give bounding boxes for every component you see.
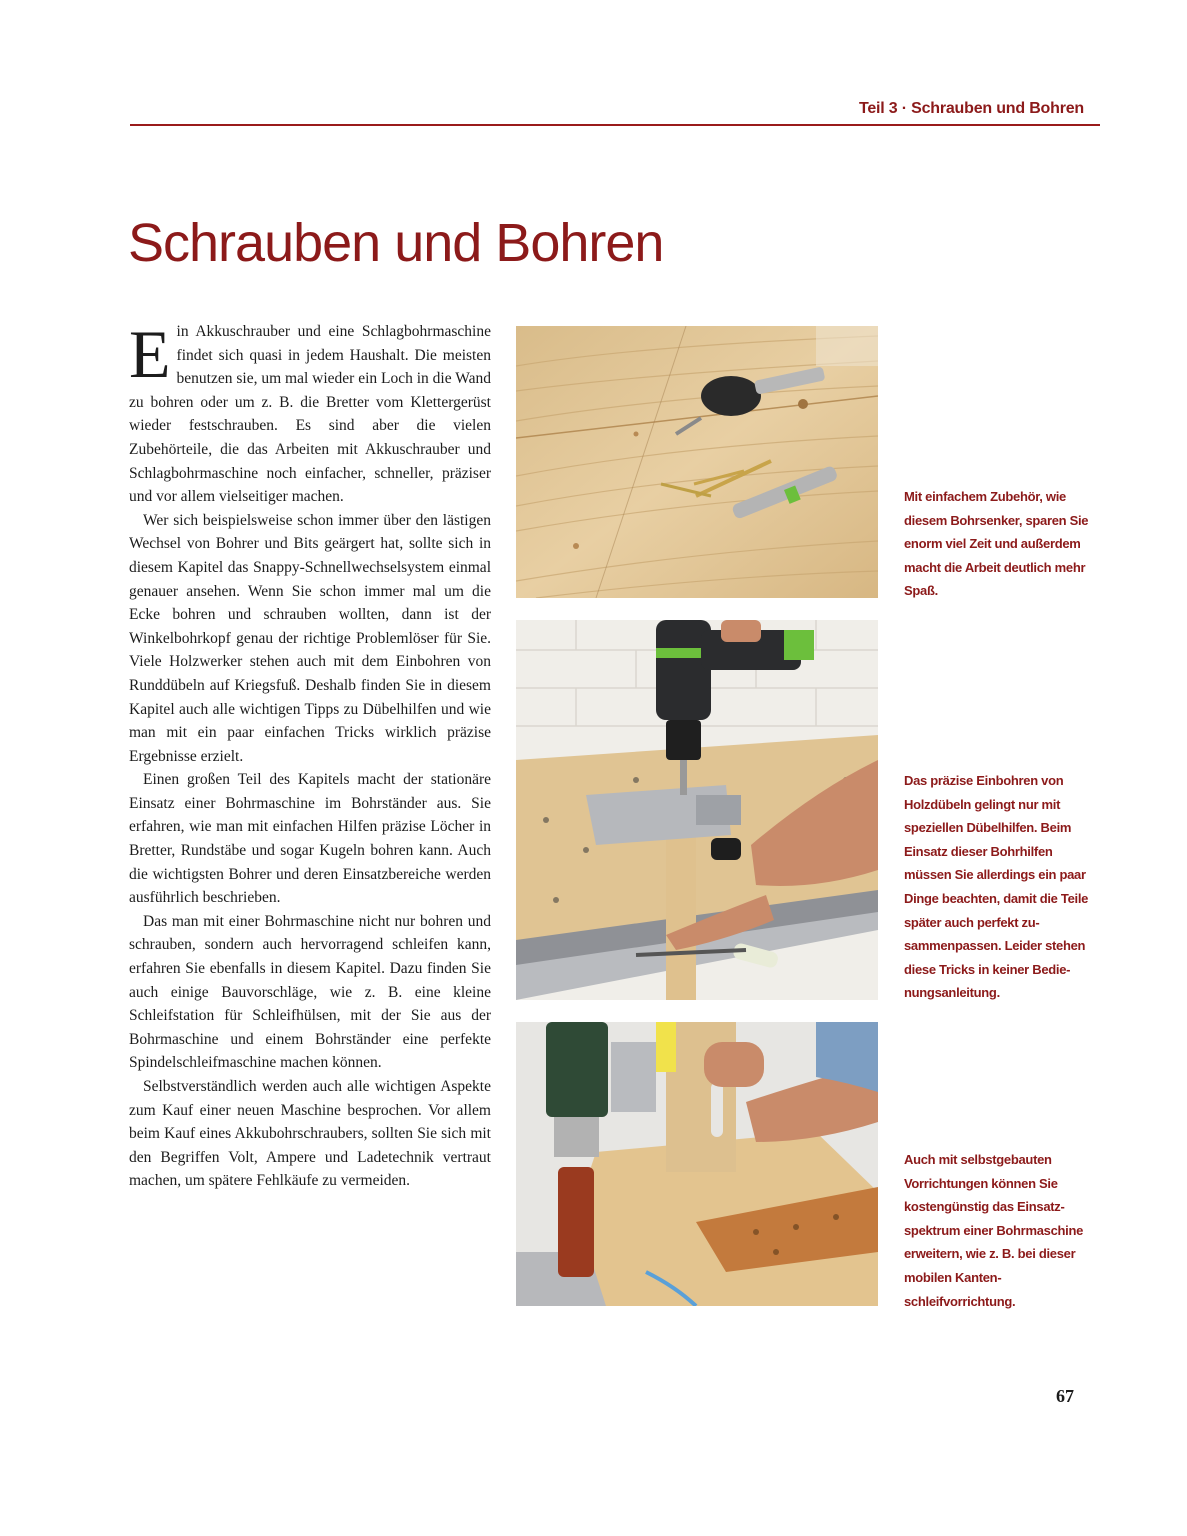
running-header	[130, 98, 1100, 126]
page-number: 67	[1056, 1386, 1074, 1406]
paragraph-4: Das man mit einer Bohrmaschine nicht nur bohren und schrauben, sondern auch hervorragend schleifen kann, erfahren Sie ebenfalls in diesem Kapitel. Dazu finden Sie auch einige Bauvorschläge, wie z. B. eine kleine Schleifstation für Schleifhülsen, mit der Sie aus der Bohrmaschine und einem Bohrständer eine perfekte Spindelschleifmaschine machen können.	[129, 912, 491, 1072]
running-title: Teil 3 · Schrauben und Bohren	[858, 100, 1084, 117]
paragraph-3: Einen großen Teil des Kapitels macht der stationäre Einsatz einer Bohrmaschine im Bohrständer aus. Sie erfahren, wie man mit einfachen Hilfen präzise Löcher in Bretter, Rundstäbe und sogar Kugeln bohren kann. Auch die wichtigsten Bohrer und deren Einsatzbereiche werden ausführlich beschrieben.	[129, 771, 491, 907]
body-text	[129, 316, 491, 1193]
caption-2: Das präzise Einbohren von Holzdübeln gelingt nur mit speziellen Dübelhilfen. Beim Einsatz dieser Bohrhilfen müssen Sie allerdings ein paar Dinge beachten, damit die Teile später auch perfekt zusammenpassen. Leider stehen diese Tricks in keiner Bedienungsanleitung.	[904, 773, 1089, 1001]
photo-dowel-jig	[516, 620, 878, 1000]
chapter-title: Schrauben und Bohren	[128, 213, 664, 273]
drop-cap: E	[129, 316, 171, 392]
caption-3: Auch mit selbstgebauten Vorrichtungen können Sie kostengünstig das Einsatzspektrum einer Bohrmaschine erweitern, wie z. B. bei dieser mobilen Kantenschleifvorrichtung.	[904, 1152, 1084, 1309]
caption-1: Mit einfachem Zubehör, wie diesem Bohrsenker, sparen Sie enorm viel Zeit und außerdem macht die Arbeit deutlich mehr Spaß.	[904, 489, 1089, 599]
dowel-jig-photo-illustration	[516, 620, 878, 1000]
countersink-photo-illustration	[516, 326, 878, 598]
paragraph-2: Wer sich beispielsweise schon immer über den lästigen Wechsel von Bohrer und Bits geärgert hat, sollte sich in diesem Kapitel das Snappy-Schnellwechselsystem einmal genauer ansehen. Wenn Sie schon immer mal um die Ecke bohren und schrauben wollten, dann ist der Winkelbohrkopf genau der richtige Problemlöser für Sie. Viele Holzwerker stehen auch mit dem Einbohren von Runddübeln auf Kriegsfuß. Deshalb finden Sie in diesem Kapitel auch alle wichtigen Tipps zu Dübelhilfen und wie man mit ein paar einfachen Tricks wirklich präzise Ergebnisse erzielt.	[129, 511, 491, 765]
photo-countersink-screws	[516, 326, 878, 598]
photo-edge-sander	[516, 1022, 878, 1306]
edge-sander-photo-illustration	[516, 1022, 878, 1306]
paragraph-1-text: in Akkuschrauber und eine Schlagbohrmaschine findet sich quasi in jedem Haushalt. Die meisten benutzen sie, um mal wieder ein Loch in die Wand zu bohren oder um z. B. die Bretter vom Klettergerüst wieder festschrauben. Es sind aber die vielen Zubehörteile, die das Arbeiten mit Akkuschrauber und Schlagbohrmaschine noch einfacher, schneller, präziser und vor allem vielseitiger machen.	[129, 323, 491, 506]
paragraph-1	[129, 316, 491, 509]
paragraph-5: Selbstverständlich werden auch alle wichtigen Aspekte zum Kauf einer neuen Maschine besprochen. Vor allem beim Kauf eines Akkubohrschraubers, sollten Sie sich mit den Begriffen Volt, Ampere und Ladetechnik vertraut machen, um spätere Fehlkäufe zu vermeiden.	[129, 1078, 491, 1190]
